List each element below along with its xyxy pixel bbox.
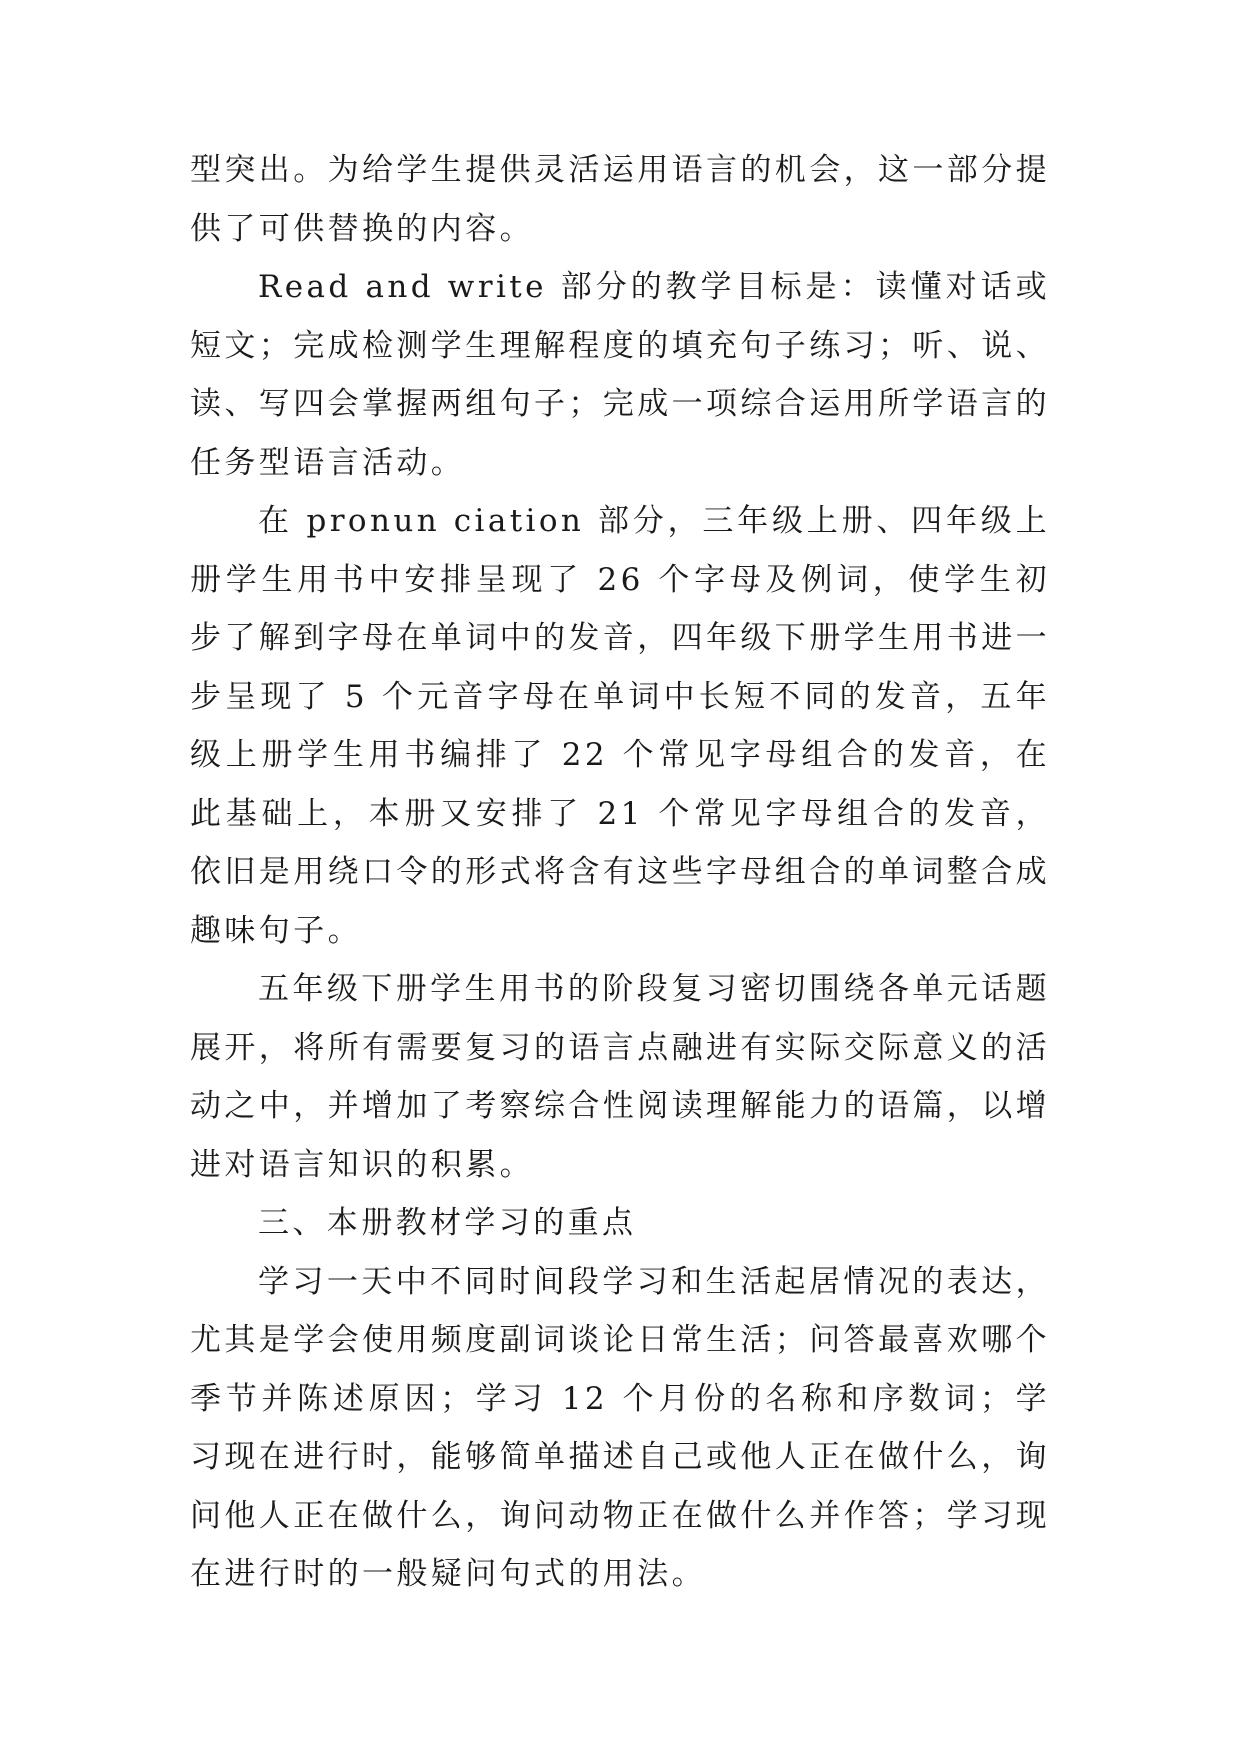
section-heading: 三、本册教材学习的重点 [258,1205,637,1241]
body-text [190,141,1050,1604]
paragraph-pronunciation: 在 pronun ciation 部分，三年级上册、四年级上册学生用书中安排呈现了 26 个字母及例词，使学生初步了解到字母在单词中的发音，四年级下册学生用书进一步呈现了 5 个元音字母在单词中长短不同的发音，五年级上册学生用书编排了 22 个常见字母组合的发音，在此基础上，本册又安排了 21 个常见字母组合的发音，依旧是用绕口令的形式将含有这些字母组合的单词整合成趣味句子。 [190,503,1050,949]
paragraph-key-points: 学习一天中不同时间段学习和生活起居情况的表达，尤其是学会使用频度副词谈论日常生活；问答最喜欢哪个季节并陈述原因；学习 12 个月份的名称和序数词；学习现在进行时，能够简单描述自己或他人正在做什么，询问他人正在做什么，询问动物正在做什么并作答；学习现在进行时的一般疑问句式的用法。 [190,1263,1050,1592]
paragraph-continuation: 型突出。为给学生提供灵活运用语言的机会，这一部分提供了可供替换的内容。 [190,152,1050,247]
paragraph-read-and-write: Read and write 部分的教学目标是：读懂对话或短文；完成检测学生理解程度的填充句子练习；听、说、读、写四会掌握两组句子；完成一项综合运用所学语言的任务型语言活动。 [190,269,1050,481]
paragraph-review: 五年级下册学生用书的阶段复习密切围绕各单元话题展开，将所有需要复习的语言点融进有实际交际意义的活动之中，并增加了考察综合性阅读理解能力的语篇，以增进对语言知识的积累。 [190,971,1050,1183]
